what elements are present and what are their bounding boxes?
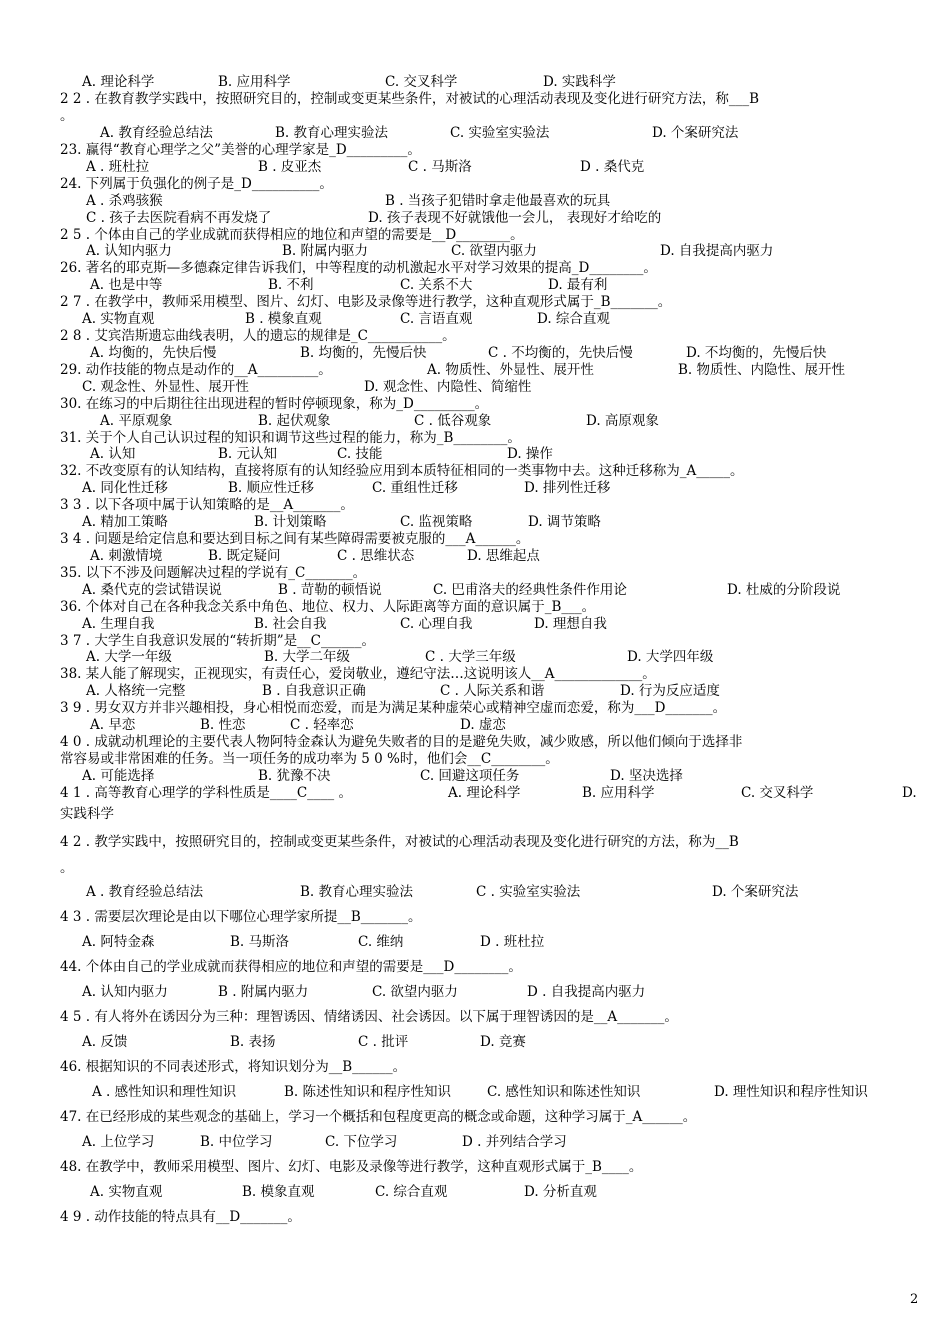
question-text: 26. 著名的耶克斯—多德森定律告诉我们，中等程度的动机激起水平对学习效果的提高_D________。 — [60, 260, 657, 276]
question-text: 35. 以下不涉及问题解决过程的学说有_C_______。 — [60, 565, 367, 581]
option-text: A. 认知内驱力 — [82, 984, 168, 1000]
option-text: B. 中位学习 — [200, 1134, 273, 1150]
option-text: B. 模象直观 — [242, 1184, 315, 1200]
question-text: 4 5 . 有人将外在诱因分为三种：理智诱因、情绪诱因、社会诱因。以下属于理智诱因的是__A_______。 — [60, 1009, 678, 1025]
option-text: B. 应用科学 — [218, 74, 291, 90]
option-text: C . 人际关系和谐 — [440, 683, 545, 699]
option-text: C. 重组性迁移 — [372, 480, 458, 496]
option-text: B. 马斯洛 — [230, 934, 290, 950]
option-text: D. 个案研究法 — [652, 125, 739, 141]
option-text: A. 也是中等 — [90, 277, 163, 293]
option-text: D. 大学四年级 — [627, 649, 714, 665]
question-text: 3 9 . 男女双方并非兴趣相投，身心相悦而恋爱，而是为满足某种虚荣心或精神空虚而恋爱，称为___D_______。 — [60, 700, 727, 716]
option-text: D . 自我提高内驱力 — [527, 984, 646, 1000]
question-text: 38. 某人能了解现实，正视现实，有责任心，爱岗敬业，遵纪守法…这说明该人__A_____________。 — [60, 666, 656, 682]
option-text: D. 综合直观 — [537, 311, 610, 327]
option-text: D . 班杜拉 — [480, 934, 545, 950]
option-text: D. 理想自我 — [534, 616, 607, 632]
option-text: D. 虚恋 — [460, 717, 506, 733]
option-text: C . 思维状态 — [337, 548, 415, 564]
question-text: 3 7 . 大学生自我意识发展的“转折期”是__C______。 — [60, 633, 375, 649]
question-text: 48. 在教学中，教师采用模型、图片、幻灯、电影及录像等进行教学，这种直观形式属于_B____。 — [60, 1159, 643, 1175]
option-text: A . 感性知识和理性知识 — [92, 1084, 237, 1100]
question-text: 3 3 . 以下各项中属于认知策略的是__A_______。 — [60, 497, 354, 513]
option-text: D. 最有利 — [548, 277, 608, 293]
option-text: C. 综合直观 — [375, 1184, 448, 1200]
question-text: 31. 关于个人自己认识过程的知识和调节这些过程的能力，称为_B________。 — [60, 430, 521, 446]
question-text: 29. 动作技能的物点是动作的__A_________。 — [60, 362, 332, 378]
question-text: 32. 不改变原有的认知结构，直接将原有的认知经验应用到本质特征相同的一类事物中去。这种迁移称为_A_____。 — [60, 463, 744, 479]
option-text: A. 均衡的，先快后慢 — [90, 345, 217, 361]
option-text: B. 元认知 — [218, 446, 278, 462]
option-text: C. 维纳 — [358, 934, 404, 950]
question-text: 2 2 . 在教育教学实践中，按照研究目的，控制或变更某些条件，对被试的心理活动表现及变化进行研究方法，称___B — [60, 91, 760, 107]
option-text: 实践科学 — [60, 806, 114, 822]
option-text: B . 模象直观 — [245, 311, 322, 327]
question-text: 47. 在已经形成的某些观念的基础上，学习一个概括和包程度更高的概念或命题，这种学习属于_A______。 — [60, 1109, 697, 1125]
option-text: C . 轻率恋 — [290, 717, 354, 733]
option-text: C . 马斯洛 — [408, 159, 472, 175]
option-text: C. 言语直观 — [400, 311, 473, 327]
option-text: B . 苛勒的顿悟说 — [278, 582, 382, 598]
question-text: 46. 根据知识的不同表述形式，将知识划分为__B______。 — [60, 1059, 407, 1075]
option-text: A . 教育经验总结法 — [86, 884, 204, 900]
option-text: B. 表扬 — [230, 1034, 276, 1050]
option-text: B. 物质性、内隐性、展开性 — [678, 362, 846, 378]
question-text: 2 7 . 在教学中，教师采用模型、图片、幻灯、电影及录像等进行教学，这种直观形式属于_B_______。 — [60, 294, 672, 310]
option-text: C. 交叉科学 — [741, 785, 814, 801]
option-text: A. 人格统一完整 — [86, 683, 186, 699]
question-text: 30. 在练习的中后期往往出现进程的暂时停顿现象，称为_D_________。 — [60, 396, 489, 412]
option-text: B. 均衡的，先慢后快 — [300, 345, 427, 361]
option-text: C. 心理自我 — [400, 616, 473, 632]
option-text: A. 大学一年级 — [86, 649, 172, 665]
option-text: B. 陈述性知识和程序性知识 — [284, 1084, 452, 1100]
question-text: 4 0 . 成就动机理论的主要代表人物阿特金森认为避免失败者的目的是避免失败，减少败感，所以他们倾向于选择非 — [60, 734, 743, 750]
question-text: 44. 个体由自己的学业成就而获得相应的地位和声望的需要是___D________。 — [60, 959, 522, 975]
option-text: A. 生理自我 — [82, 616, 155, 632]
option-text: D. 操作 — [507, 446, 553, 462]
option-text: A . 杀鸡骇猴 — [86, 193, 163, 209]
page-number: 2 — [910, 1292, 919, 1307]
option-text: D. 不均衡的，先慢后快 — [686, 345, 827, 361]
option-text: D. 竞赛 — [480, 1034, 526, 1050]
option-text: A. 实物直观 — [82, 311, 155, 327]
option-text: D. 理性知识和程序性知识 — [714, 1084, 868, 1100]
option-text: B. 教育心理实验法 — [300, 884, 414, 900]
option-text: 。 — [60, 108, 74, 124]
option-text: A. 可能选择 — [82, 768, 155, 784]
option-text: A. 平原观象 — [100, 413, 173, 429]
option-text: B . 附属内驱力 — [218, 984, 309, 1000]
option-text: A. 教育经验总结法 — [100, 125, 213, 141]
option-text: 常容易或非常困难的任务。当一项任务的成功率为 5 0 %时，他们会__C________。 — [60, 751, 559, 767]
option-text: C. 监视策略 — [400, 514, 473, 530]
option-text: A. 实物直观 — [90, 1184, 163, 1200]
option-text: A. 认知内驱力 — [86, 243, 172, 259]
option-text: C. 欲望内驱力 — [372, 984, 458, 1000]
option-text: D. 杜威的分阶段说 — [727, 582, 841, 598]
option-text: A. 上位学习 — [82, 1134, 155, 1150]
question-text: 36. 个体对自己在各种我念关系中角色、地位、权力、人际距离等方面的意识属于_B___。 — [60, 599, 596, 615]
option-text: B. 顺应性迁移 — [228, 480, 315, 496]
option-text: C. 回避这项任务 — [420, 768, 520, 784]
option-text: D. 高原观象 — [586, 413, 659, 429]
option-text: C. 观念性、外显性、展开性 — [82, 379, 249, 395]
option-text: B. 附属内驱力 — [282, 243, 369, 259]
option-text: D. 分析直观 — [524, 1184, 597, 1200]
option-text: A . 班杜拉 — [86, 159, 150, 175]
question-text: 3 4 . 问题是给定信息和要达到目标之间有某些障碍需要被克服的___A______。 — [60, 531, 530, 547]
option-text: A. 物质性、外显性、展开性 — [427, 362, 594, 378]
option-text: C . 孩子去医院看病不再发烧了 — [86, 210, 272, 226]
option-text: A. 阿特金森 — [82, 934, 155, 950]
option-text: A. 理论科学 — [448, 785, 521, 801]
option-text: D. 实践科学 — [543, 74, 616, 90]
option-text: A. 精加工策略 — [82, 514, 168, 530]
option-text: D. 调节策略 — [528, 514, 601, 530]
option-text: D. 排列性迁移 — [524, 480, 611, 496]
option-text: D. — [902, 785, 917, 801]
question-text: 4 1 . 高等教育心理学的学科性质是____C____ 。 — [60, 785, 352, 801]
option-text: C. 实验室实验法 — [450, 125, 550, 141]
question-text: 4 2 . 教学实践中，按照研究目的，控制或变更某些条件，对被试的心理活动表现及变化进行研究的方法，称为__B — [60, 834, 739, 850]
option-text: D. 自我提高内驱力 — [660, 243, 774, 259]
option-text: C . 批评 — [358, 1034, 409, 1050]
question-text: 2 5 . 个体由自己的学业成就而获得相应的地位和声望的需要是__D________。 — [60, 227, 524, 243]
option-text: B. 教育心理实验法 — [275, 125, 389, 141]
question-text: 4 3 . 需要层次理论是由以下哪位心理学家所提__B_______。 — [60, 909, 422, 925]
option-text: A. 反馈 — [82, 1034, 128, 1050]
option-text: A. 桑代克的尝试错误说 — [82, 582, 222, 598]
option-text: A. 认知 — [90, 446, 136, 462]
option-text: B. 性恋 — [200, 717, 246, 733]
option-text: A. 刺激情境 — [90, 548, 163, 564]
question-text: 24. 下列属于负强化的例子是_D__________。 — [60, 176, 333, 192]
option-text: C . 大学三年级 — [425, 649, 516, 665]
option-text: D. 思维起点 — [467, 548, 540, 564]
option-text: D . 桑代克 — [580, 159, 645, 175]
question-text: 4 9 . 动作技能的特点具有__D_______。 — [60, 1209, 301, 1225]
option-text: C. 感性知识和陈述性知识 — [487, 1084, 641, 1100]
option-text: B . 当孩子犯错时拿走他最喜欢的玩具 — [385, 193, 611, 209]
option-text: B. 大学二年级 — [264, 649, 351, 665]
option-text: B. 既定疑问 — [208, 548, 281, 564]
option-text: A. 早恋 — [90, 717, 136, 733]
option-text: C. 关系不大 — [400, 277, 473, 293]
option-text: C. 欲望内驱力 — [451, 243, 537, 259]
option-text: C. 交叉科学 — [385, 74, 458, 90]
option-text: C . 实验室实验法 — [476, 884, 581, 900]
option-text: B . 皮亚杰 — [258, 159, 322, 175]
option-text: 。 — [60, 860, 74, 876]
option-text: D. 个案研究法 — [712, 884, 799, 900]
option-text: B. 起伏观象 — [258, 413, 331, 429]
option-text: B. 社会自我 — [254, 616, 327, 632]
option-text: C. 巴甫洛夫的经典性条件作用论 — [433, 582, 627, 598]
option-text: C. 下位学习 — [325, 1134, 398, 1150]
option-text: D. 坚决选择 — [610, 768, 683, 784]
option-text: C . 低谷观象 — [414, 413, 492, 429]
question-text: 23. 赢得“教育心理学之父”美誉的心理学家是_D_________。 — [60, 142, 421, 158]
question-text: 2 8 . 艾宾浩斯遗忘曲线表明，人的遗忘的规律是_C___________。 — [60, 328, 456, 344]
option-text: D . 并列结合学习 — [462, 1134, 567, 1150]
option-text: A. 理论科学 — [82, 74, 155, 90]
option-text: A. 同化性迁移 — [82, 480, 168, 496]
option-text: B. 不利 — [268, 277, 314, 293]
option-text: D. 孩子表现不好就饿他一会儿， 表现好才给吃的 — [368, 210, 662, 226]
option-text: C . 不均衡的，先快后慢 — [488, 345, 633, 361]
option-text: B. 计划策略 — [254, 514, 327, 530]
option-text: B. 犹豫不决 — [258, 768, 331, 784]
option-text: B . 自我意识正确 — [262, 683, 366, 699]
option-text: C. 技能 — [337, 446, 383, 462]
option-text: D. 行为反应适度 — [620, 683, 720, 699]
option-text: B. 应用科学 — [582, 785, 655, 801]
option-text: D. 观念性、内隐性、简缩性 — [364, 379, 532, 395]
